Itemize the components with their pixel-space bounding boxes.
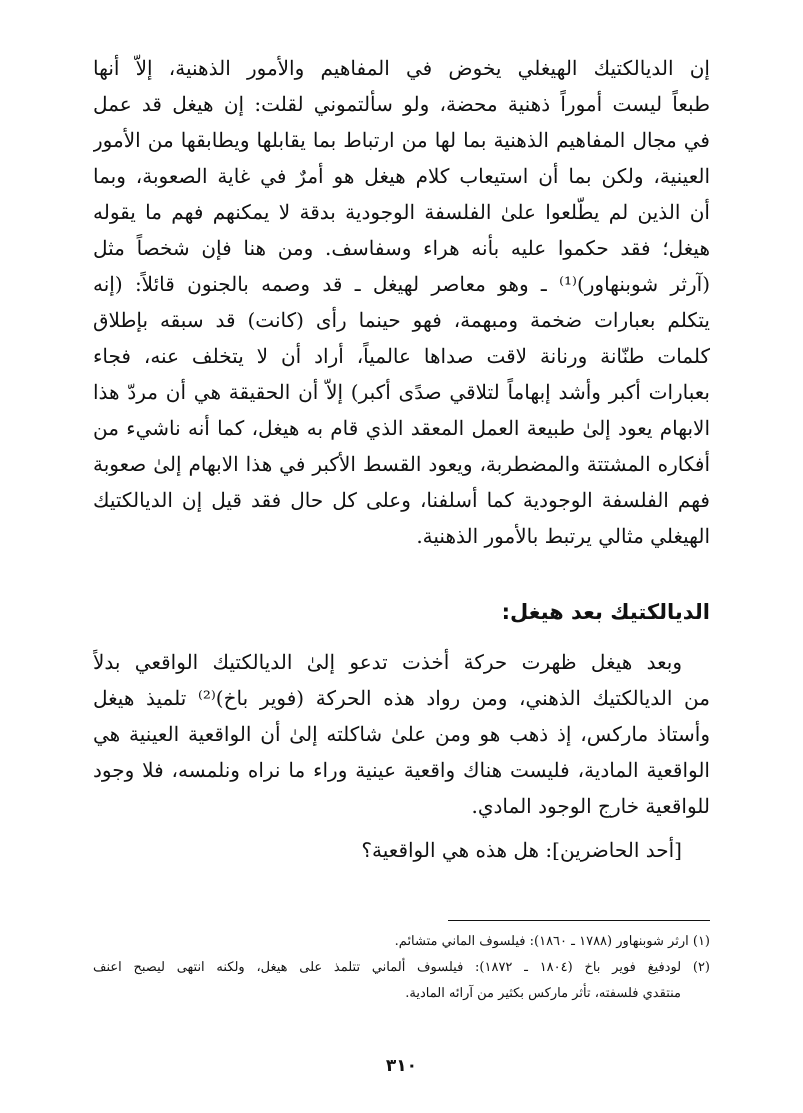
footnote-1: (١) ارثر شوبنهاور (١٧٨٨ ـ ١٨٦٠): فيلسوف الماني متشائم. — [394, 934, 710, 949]
section-line-4: الواقعية المادية، فليست هناك واقعية عينية وراء ما نراه ونلمسه، فلا وجود — [93, 758, 710, 782]
footnote-separator — [448, 920, 710, 921]
section-line-1: وبعد هيغل ظهرت حركة أخذت تدعو إلىٰ الديالكتيك الواقعي بدلاً — [93, 650, 682, 674]
body-line-9: كلمات طنّانة ورنانة لاقت صداها عالمياً، أراد أن لا يتخلف عنه، فجاء — [93, 344, 710, 368]
section-line-2: من الديالكتيك الذهني، ومن رواد هذه الحركة (فوير باخ)⁽²⁾ تلميذ هيغل — [93, 686, 710, 710]
body-line-11: الابهام يعود إلىٰ طبيعة العمل المعقد الذي قام به هيغل، كما أنه ناشيء من — [93, 416, 710, 440]
body-line-5: أن الذين لم يطّلعوا علىٰ الفلسفة الوجودية بدقة لا يمكنهم فهم ما يقوله — [93, 200, 710, 224]
body-line-2: طبعاً ليست أموراً ذهنية محضة، ولو سألتموني لقلت: إن هيغل قد عمل — [93, 92, 710, 116]
body-line-3: في مجال المفاهيم الذهنية بما لها من ارتباط بما يقابلها ويطابقها من الأمور — [93, 128, 710, 152]
section-line-3: وأستاذ ماركس، إذ ذهب هو ومن علىٰ شاكلته إلىٰ أن الواقعية العينية هي — [93, 722, 710, 746]
body-line-7: (آرثر شوبنهاور)⁽¹⁾ ـ وهو معاصر لهيغل ـ قد وصمه بالجنون قائلاً: (إنه — [93, 272, 710, 296]
body-line-8: يتكلم بعبارات ضخمة ومبهمة، فهو حينما رأى (كانت) قد سبقه بإطلاق — [93, 308, 710, 332]
section-line-5: للواقعية خارج الوجود المادي. — [471, 794, 710, 818]
footnote-2-continuation: منتقدي فلسفته، تأثر ماركس بكثير من آرائه المادية. — [405, 986, 681, 1001]
footnote-2: (٢) لودفيغ فوير باخ (١٨٠٤ ـ ١٨٧٢): فيلسوف ألماني تتلمذ على هيغل، ولكنه انتهى ليصبح اعنف — [93, 960, 710, 975]
page-number: ٣١٠ — [385, 1056, 418, 1076]
audience-question: [أحد الحاضرين]: هل هذه هي الواقعية؟ — [361, 838, 682, 862]
body-line-12: أفكاره المشتتة والمضطربة، ويعود القسط الأكبر في هذا الابهام إلىٰ صعوبة — [93, 452, 710, 476]
body-line-10: بعبارات أكبر وأشد إبهاماً لتلاقي صدًى أكبر) إلاّ أن الحقيقة هي أن مردّ هذا — [93, 380, 710, 404]
body-line-14: الهيغلي مثالي يرتبط بالأمور الذهنية. — [416, 524, 710, 548]
body-line-13: فهم الفلسفة الوجودية كما أسلفنا، وعلى كل حال فقد قيل إن الديالكتيك — [93, 488, 710, 512]
body-line-6: هيغل؛ فقد حكموا عليه بأنه هراء وسفاسف. ومن هنا فإن شخصاً مثل — [93, 236, 710, 260]
body-line-4: العينية، ولكن بما أن استيعاب كلام هيغل هو أمرٌ في غاية الصعوبة، وبما — [93, 164, 710, 188]
section-heading: الديالكتيك بعد هيغل: — [501, 600, 710, 624]
body-line-1: إن الديالكتيك الهيغلي يخوض في المفاهيم والأمور الذهنية، إلاّ أنها — [93, 56, 710, 80]
